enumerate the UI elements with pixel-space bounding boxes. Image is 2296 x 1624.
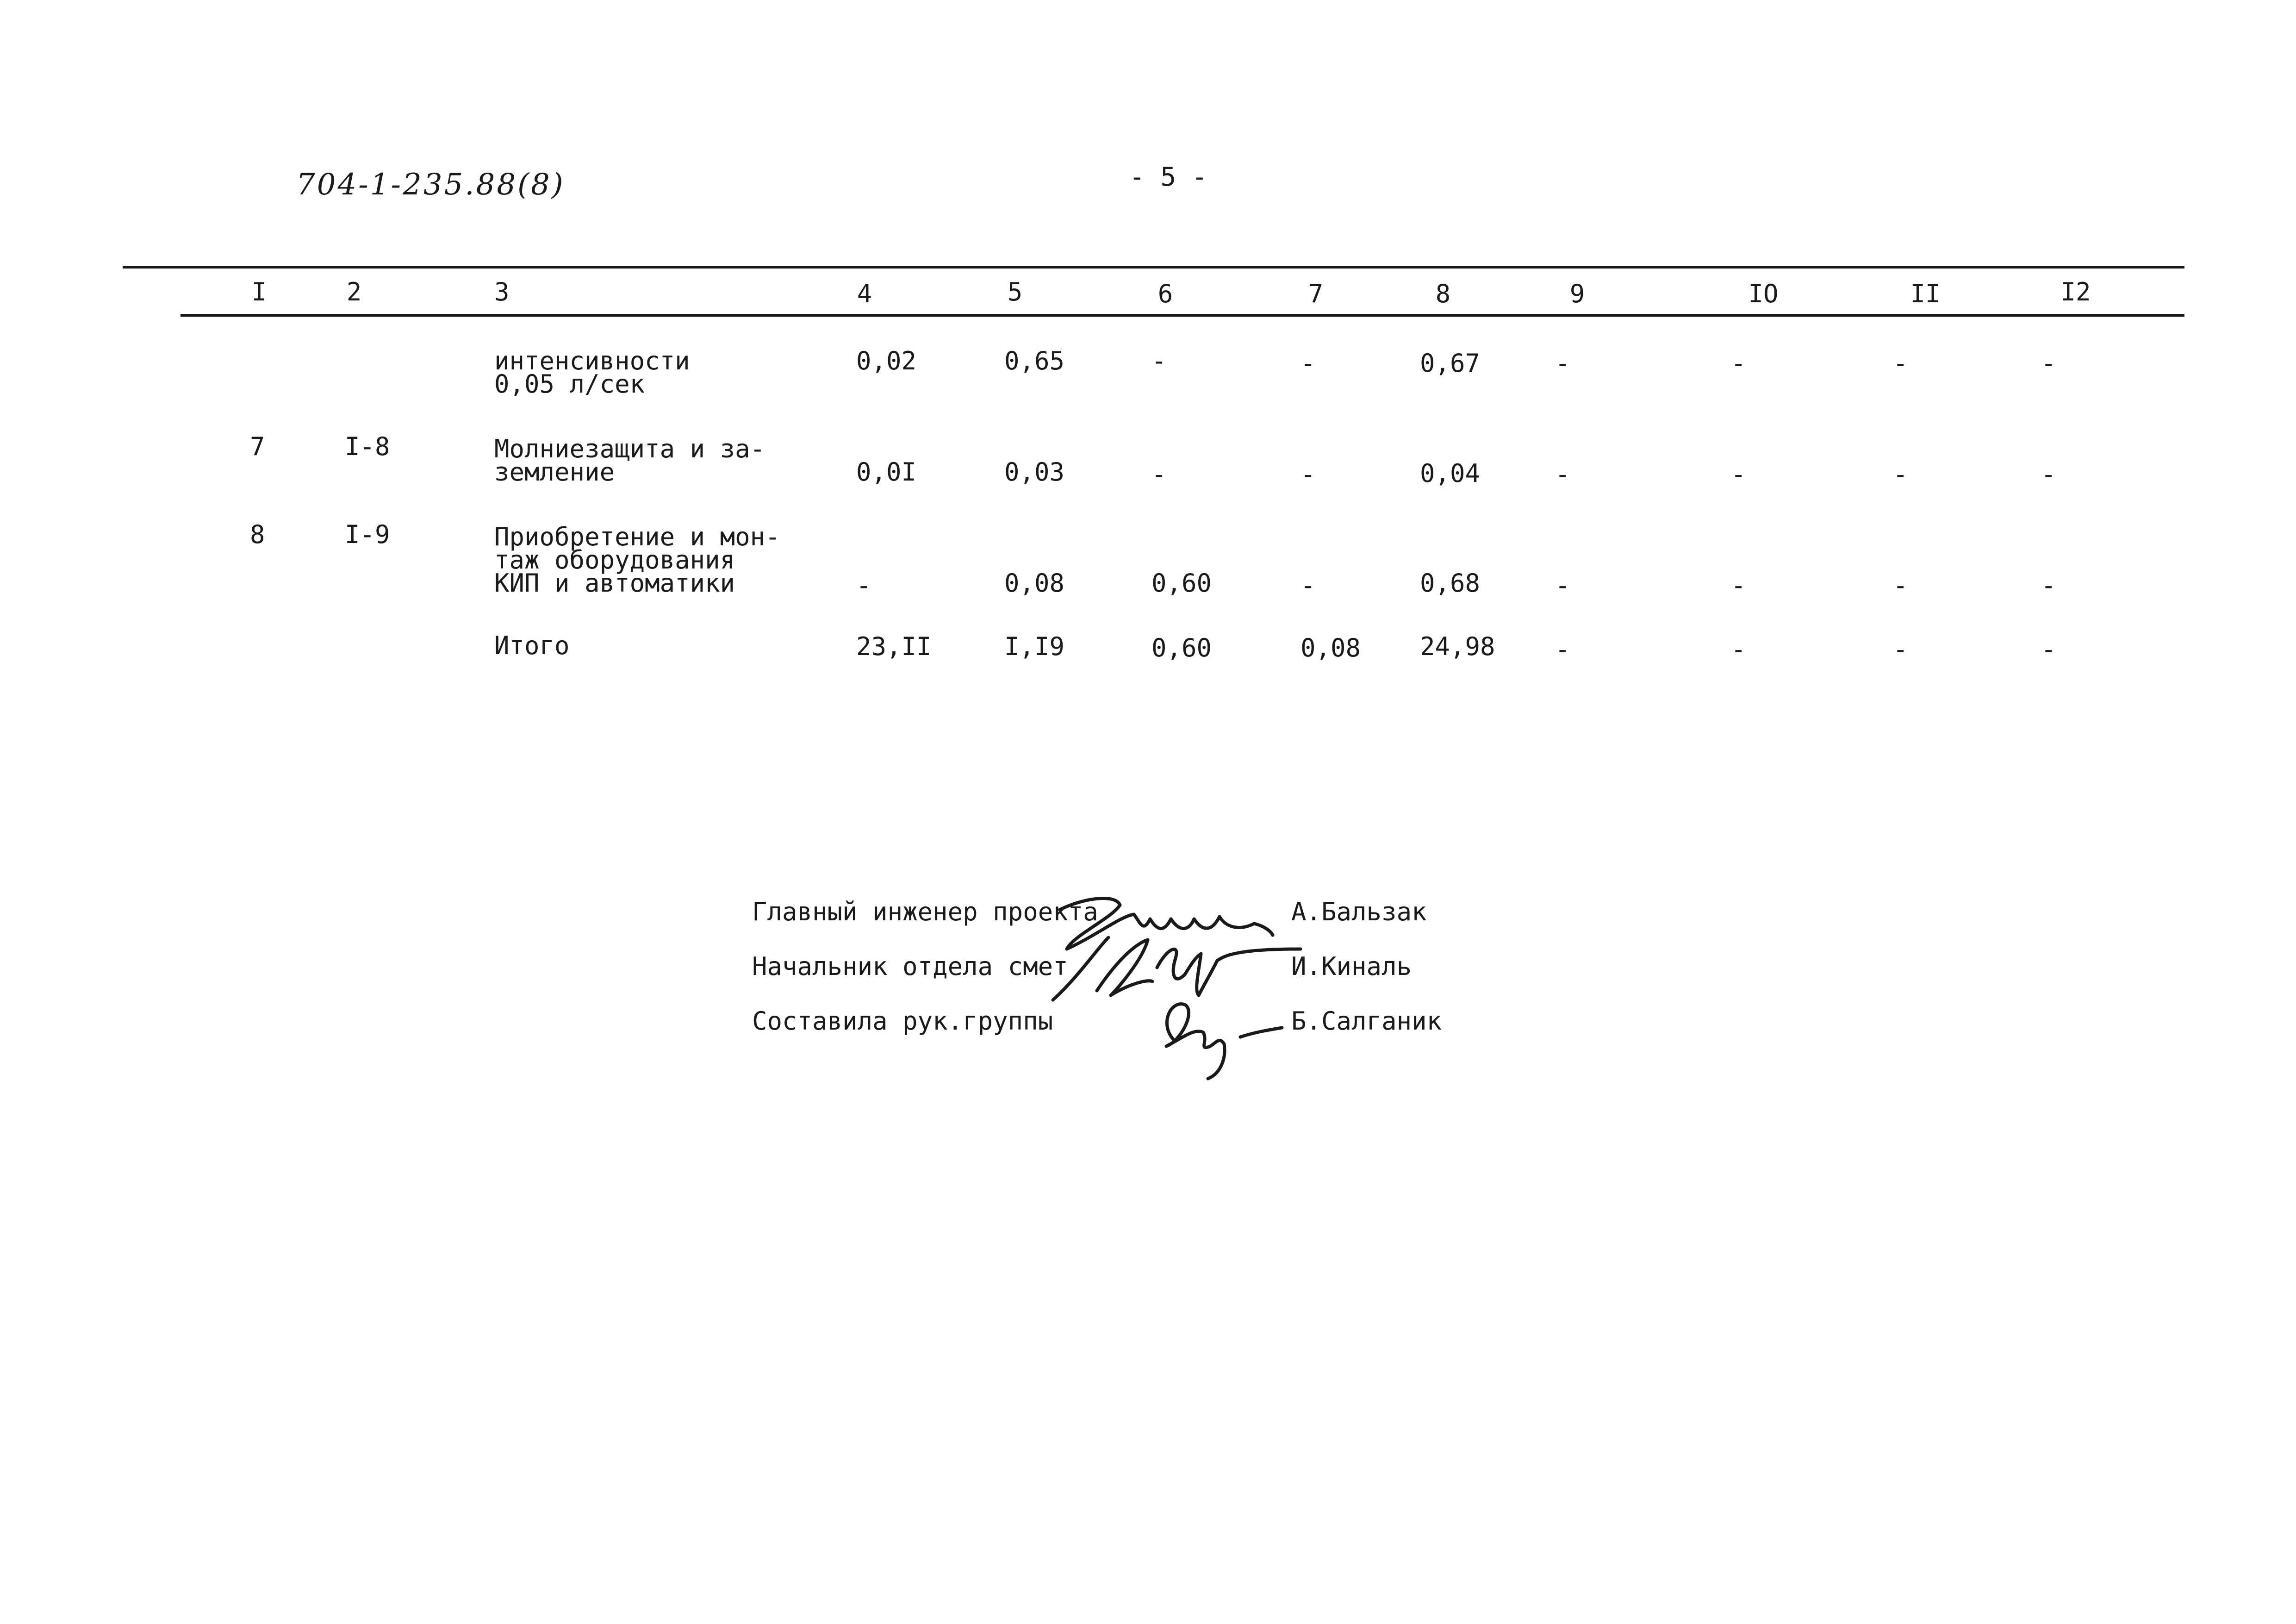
signatory-role: Главный инженер проекта: [752, 897, 1098, 926]
row-name-line: КИП и автоматики: [494, 568, 735, 598]
row-reference: I-8: [345, 432, 390, 461]
table-cell: 0,68: [1420, 568, 1481, 598]
column-header: 5: [1007, 277, 1023, 306]
signatory-name: А.Бальзак: [1291, 897, 1427, 926]
table-cell: -: [1555, 635, 1570, 664]
table-cell: -: [2041, 349, 2056, 378]
table-cell: 0,60: [1151, 568, 1212, 598]
table-top-rule: [123, 266, 2184, 269]
signatory-name: И.Киналь: [1291, 952, 1412, 981]
table-cell: -: [1151, 460, 1167, 489]
table-header-rule: [180, 314, 2184, 317]
table-cell: 0,60: [1151, 633, 1212, 662]
row-name-line: Молниезащита и за-: [494, 434, 765, 463]
table-cell: -: [1731, 571, 1746, 600]
table-cell: -: [1300, 349, 1316, 378]
table-cell: -: [1731, 635, 1746, 664]
table-cell: 0,67: [1420, 349, 1481, 378]
table-cell: -: [856, 571, 871, 600]
table-cell: -: [1731, 349, 1746, 378]
table-cell: -: [1555, 349, 1570, 378]
signatory-role: Составила рук.группы: [752, 1006, 1053, 1036]
column-header: IO: [1748, 279, 1779, 308]
row-name-line: интенсивности: [494, 346, 690, 375]
table-cell: 0,03: [1004, 457, 1065, 487]
row-name-line: Приобретение и мон-: [494, 522, 780, 551]
handwritten-signatures: [1041, 880, 1300, 1088]
table-cell: 23,II: [856, 632, 932, 661]
table-cell: 24,98: [1420, 632, 1495, 661]
table-cell: -: [1555, 571, 1570, 600]
column-header: II: [1910, 279, 1941, 308]
table-cell: -: [1151, 346, 1167, 375]
table-cell: 0,02: [856, 346, 917, 375]
page-number: - 5 -: [1129, 162, 1207, 192]
row-number: 7: [250, 432, 265, 461]
signatory-name: Б.Салганик: [1291, 1006, 1442, 1036]
column-header: 7: [1308, 279, 1324, 308]
column-header: 3: [494, 277, 510, 306]
table-cell: -: [1300, 571, 1316, 600]
table-cell: -: [2041, 635, 2056, 664]
document-code: 704-1-235.88(8): [296, 168, 565, 202]
column-header: 9: [1569, 279, 1585, 308]
table-cell: -: [1300, 460, 1316, 489]
column-header: 2: [346, 277, 362, 306]
table-cell: -: [1893, 460, 1908, 489]
table-cell: -: [1893, 571, 1908, 600]
table-cell: -: [1555, 460, 1570, 489]
row-number: 8: [250, 520, 265, 549]
column-header: I: [251, 277, 267, 306]
row-name-line: 0,05 л/сек: [494, 369, 645, 399]
table-cell: -: [1893, 349, 1908, 378]
column-header: 8: [1435, 279, 1451, 308]
column-header: I2: [2060, 277, 2091, 306]
table-cell: -: [2041, 460, 2056, 489]
table-cell: 0,04: [1420, 459, 1481, 488]
table-cell: I,I9: [1004, 632, 1065, 661]
table-cell: 0,65: [1004, 346, 1065, 375]
column-header: 4: [857, 279, 872, 308]
row-name-line: земление: [494, 457, 615, 487]
table-cell: 0,08: [1300, 633, 1361, 662]
table-cell: 0,0I: [856, 457, 917, 487]
table-cell: -: [1731, 460, 1746, 489]
row-name-line: Итого: [494, 631, 570, 660]
signatory-role: Начальник отдела смет: [752, 952, 1068, 981]
table-cell: -: [1893, 635, 1908, 664]
column-header: 6: [1157, 279, 1173, 308]
row-name-line: таж оборудования: [494, 545, 735, 575]
table-cell: 0,08: [1004, 568, 1065, 598]
row-reference: I-9: [345, 520, 390, 549]
table-cell: -: [2041, 571, 2056, 600]
